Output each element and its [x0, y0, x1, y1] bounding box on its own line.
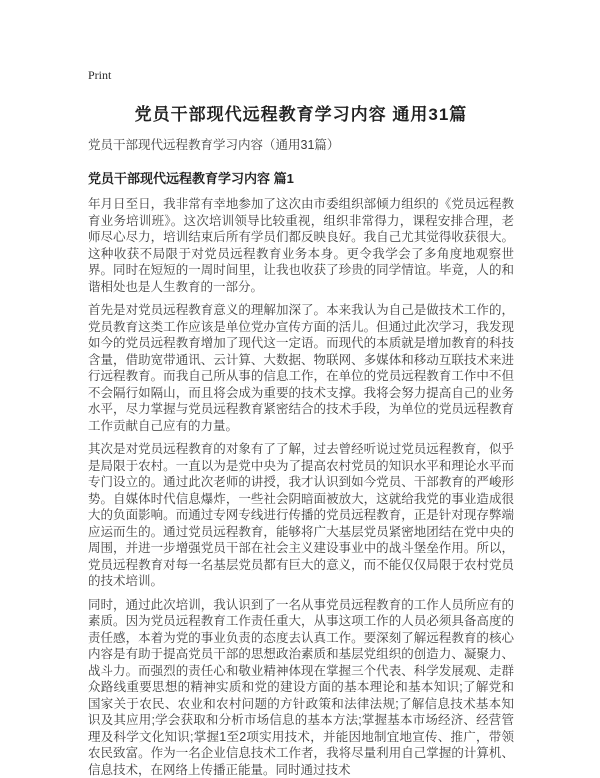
- paragraph-2: 首先是对党员远程教育意义的理解加深了。本来我认为自己是做技术工作的，党员教育这类工作应该是单位党办宣传方面的活儿。但通过此次学习，我发现如今的党员远程教育增加了现代这一定语。而现代的本质就是增加教育的科技含量，借助宽带通讯、云计算、大数据、物联网、多媒体和移动互联技术来进行远程教育。而我自己所从事的信息工作，在单位的党员远程教育工作中不但不会隔行如隔山，而且将会成为重要的技术支撑。我将会努力提高自己的业务水平，尽力掌握与党员远程教育紧密结合的技术手段，为单位的党员远程教育工作贡献自己应有的力量。: [88, 302, 514, 434]
- document-subtitle: 党员干部现代远程教育学习内容（通用31篇）: [88, 138, 514, 153]
- paragraph-1: 年月日至日，我非常有幸地参加了这次由市委组织部倾力组织的《党员远程教育业务培训班》。这次培训领导比较重视，组织非常得力，课程安排合理，老师尽心尽力，培训结束后所有学员们都反映良好。我自己尤其觉得收获很大。这种收获不局限于对党员远程教育业务本身。更令我学会了多角度地观察世界。同时在短短的一周时间里，让我也收获了珍贵的同学情谊。毕竟，人的和谐相处也是人生教育的一部分。: [88, 196, 514, 295]
- paragraph-4: 同时，通过此次培训，我认识到了一名从事党员远程教育的工作人员所应有的素质。因为党员远程教育工作责任重大，从事这项工作的人员必须具备高度的责任感，本着为党的事业负责的态度去认真工作。要深刻了解远程教育的核心内容是有助于提高党员干部的思想政治素质和基层党组织的创造力、凝聚力、战斗力。而强烈的责任心和敬业精神体现在掌握三个代表、科学发展观、走群众路线重要思想的精神实质和党的建设方面的基本理论和基本知识;了解党和国家关于农民、农业和农村问题的方针政策和法律法规;了解信息技术基本知识及其应用;学会获取和分析市场信息的基本方法;掌握基本市场经济、经营管理及科学文化知识;掌握1至2项实用技术，并能因地制宜地宣传、推广，带领农民致富。作为一名企业信息技术工作者，我将尽量利用自己掌握的计算机、信息技术，在网络上传播正能量。同时通过技术: [88, 597, 514, 778]
- document-title: 党员干部现代远程教育学习内容 通用31篇: [88, 104, 514, 126]
- print-link[interactable]: Print: [88, 68, 111, 82]
- section-heading: 党员干部现代远程教育学习内容 篇1: [88, 171, 514, 187]
- paragraph-3: 其次是对党员远程教育的对象有了了解，过去曾经听说过党员远程教育，似乎是局限于农村。一直以为是党中央为了提高农村党员的知识水平和理论水平而专门设立的。通过此次老师的讲授，我才认识到如今党员、干部教育的严峻形势。自媒体时代信息爆炸，一些社会阴暗面被放大，这就给我党的事业造成很大的负面影响。而通过专网专线进行传播的党员远程教育，正是针对现存弊端应运而生的。通过党员远程教育，能够将广大基层党员紧密地团结在党中央的周围，并进一步增强党员干部在社会主义建设事业中的战斗堡垒作用。所以，党员远程教育对每一名基层党员都有巨大的意义，而不能仅仅局限于农村党员的技术培训。: [88, 441, 514, 590]
